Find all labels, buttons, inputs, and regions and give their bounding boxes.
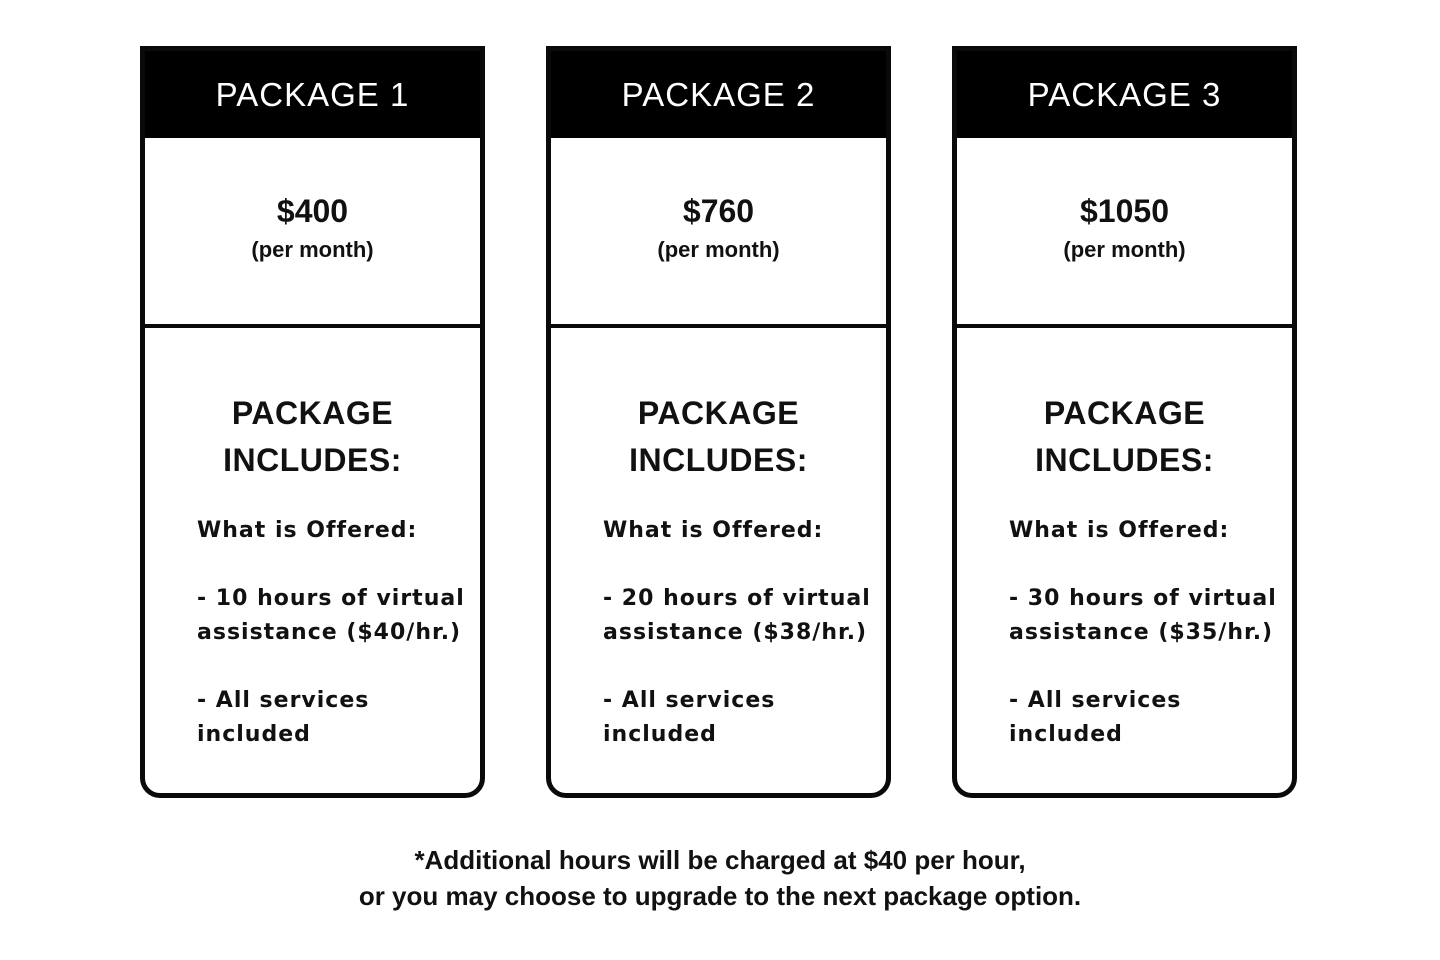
hours-line-2: assistance ($40/hr.): [197, 620, 462, 645]
services-line-1: - All services: [1009, 688, 1182, 713]
price-section: [551, 138, 886, 328]
price-section: [957, 138, 1292, 328]
package-card-2: [546, 46, 891, 798]
package-title: PACKAGE 2: [621, 75, 816, 113]
services-line-2: included: [603, 722, 717, 747]
price-period: (per month): [251, 237, 374, 263]
package-card-1: [140, 46, 485, 798]
includes-heading-line2: INCLUDES:: [223, 442, 402, 478]
includes-section: [551, 328, 886, 752]
includes-heading-line1: PACKAGE: [1043, 395, 1206, 431]
hours-line-2: assistance ($38/hr.): [603, 620, 868, 645]
includes-heading: [957, 390, 1292, 484]
package-details: [551, 514, 886, 752]
services-line-1: - All services: [603, 688, 776, 713]
package-header: [551, 51, 886, 138]
hours-line-1: - 20 hours of virtual: [603, 586, 871, 611]
services-line-2: included: [197, 722, 311, 747]
includes-heading: [551, 390, 886, 484]
package-header: [957, 51, 1292, 138]
price-section: [145, 138, 480, 328]
offered-label: What is Offered:: [1009, 518, 1230, 543]
includes-heading: [145, 390, 480, 484]
services-line-2: included: [1009, 722, 1123, 747]
package-details: [957, 514, 1292, 752]
footnote-line-2: or you may choose to upgrade to the next package option.: [358, 881, 1082, 911]
footnote-line-1: *Additional hours will be charged at $40 per hour,: [414, 845, 1026, 875]
package-price: $1050: [1080, 193, 1169, 229]
package-price: $400: [276, 193, 349, 229]
hours-line-1: - 10 hours of virtual: [197, 586, 465, 611]
includes-section: [145, 328, 480, 752]
includes-heading-line2: INCLUDES:: [1035, 442, 1214, 478]
package-details: [145, 514, 480, 752]
offered-label: What is Offered:: [197, 518, 418, 543]
offered-label: What is Offered:: [603, 518, 824, 543]
price-period: (per month): [657, 237, 780, 263]
includes-heading-line1: PACKAGE: [637, 395, 800, 431]
includes-section: [957, 328, 1292, 752]
price-period: (per month): [1063, 237, 1186, 263]
package-title: PACKAGE 1: [215, 75, 410, 113]
package-header: [145, 51, 480, 138]
hours-line-1: - 30 hours of virtual: [1009, 586, 1277, 611]
footnote: [0, 842, 1440, 914]
package-title: PACKAGE 3: [1027, 75, 1222, 113]
hours-line-2: assistance ($35/hr.): [1009, 620, 1274, 645]
services-line-1: - All services: [197, 688, 370, 713]
includes-heading-line2: INCLUDES:: [629, 442, 808, 478]
package-card-3: [952, 46, 1297, 798]
includes-heading-line1: PACKAGE: [231, 395, 394, 431]
package-price: $760: [682, 193, 755, 229]
